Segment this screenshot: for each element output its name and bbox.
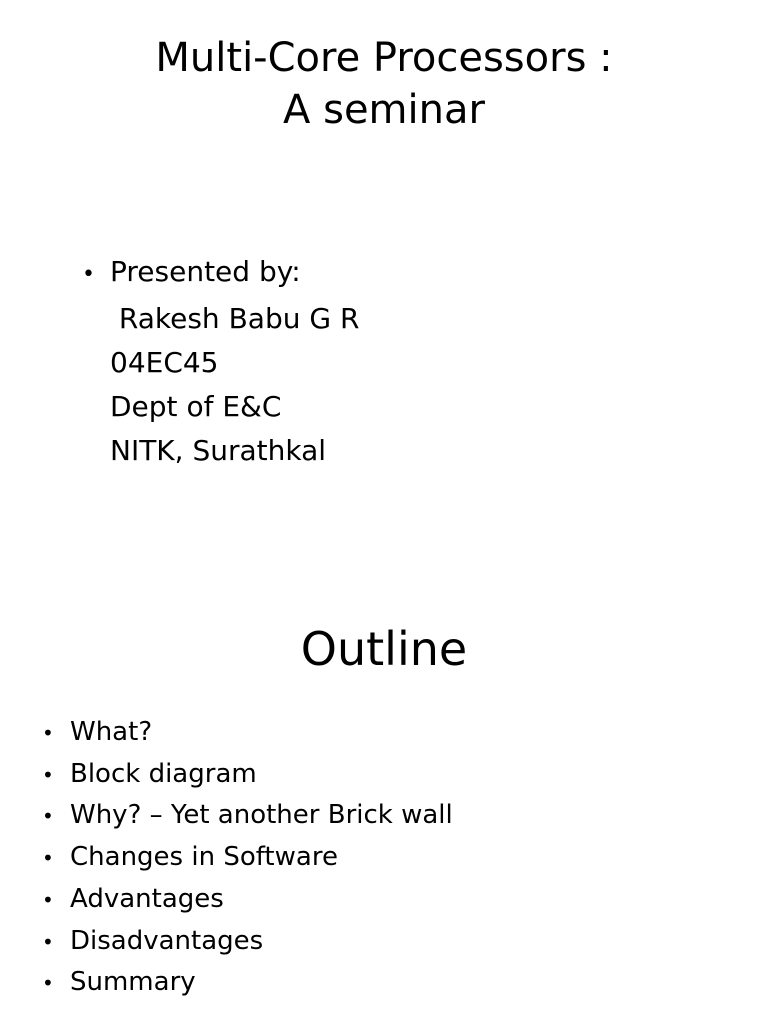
list-item-label: Block diagram [70, 758, 257, 789]
bullet-icon: • [42, 804, 54, 829]
list-item [42, 795, 453, 837]
slide-title-line: Multi-Core Processors : [155, 35, 613, 81]
outline-list [42, 712, 453, 1004]
list-item-label: Disadvantages [70, 925, 264, 956]
bullet-icon: • [42, 846, 54, 871]
bullet-icon: • [42, 721, 54, 745]
bullet-icon: • [42, 762, 54, 787]
bullet-icon: • [42, 971, 54, 996]
presenter-department: Dept of E&C [110, 390, 282, 423]
bullet-icon: • [42, 929, 54, 954]
presenter-bullet [82, 250, 359, 297]
bullet-icon: • [82, 262, 95, 287]
outline-title: Outline [300, 622, 468, 676]
list-item-label: Changes in Software [70, 842, 338, 873]
presenter-name: Rakesh Babu G R [110, 302, 360, 335]
list-item [42, 837, 453, 879]
presenter-id: 04EC45 [110, 346, 219, 379]
list-item-label: Summary [70, 967, 196, 998]
list-item-label: Why? – Yet another Brick wall [70, 800, 453, 831]
list-item-label: What? [70, 717, 153, 747]
outline-slide [0, 512, 768, 1024]
slide-title-line: A seminar [283, 87, 485, 133]
list-item-label: Advantages [70, 883, 224, 914]
slide-title [0, 32, 768, 136]
presenter-info [82, 250, 359, 473]
bullet-icon: • [42, 887, 54, 912]
list-item [42, 879, 453, 921]
list-item [42, 754, 453, 796]
presenter-heading: Presented by: [110, 255, 301, 288]
list-item [42, 921, 453, 963]
presenter-institution: NITK, Surathkal [110, 434, 327, 467]
list-item [42, 962, 453, 1004]
list-item [42, 712, 453, 754]
